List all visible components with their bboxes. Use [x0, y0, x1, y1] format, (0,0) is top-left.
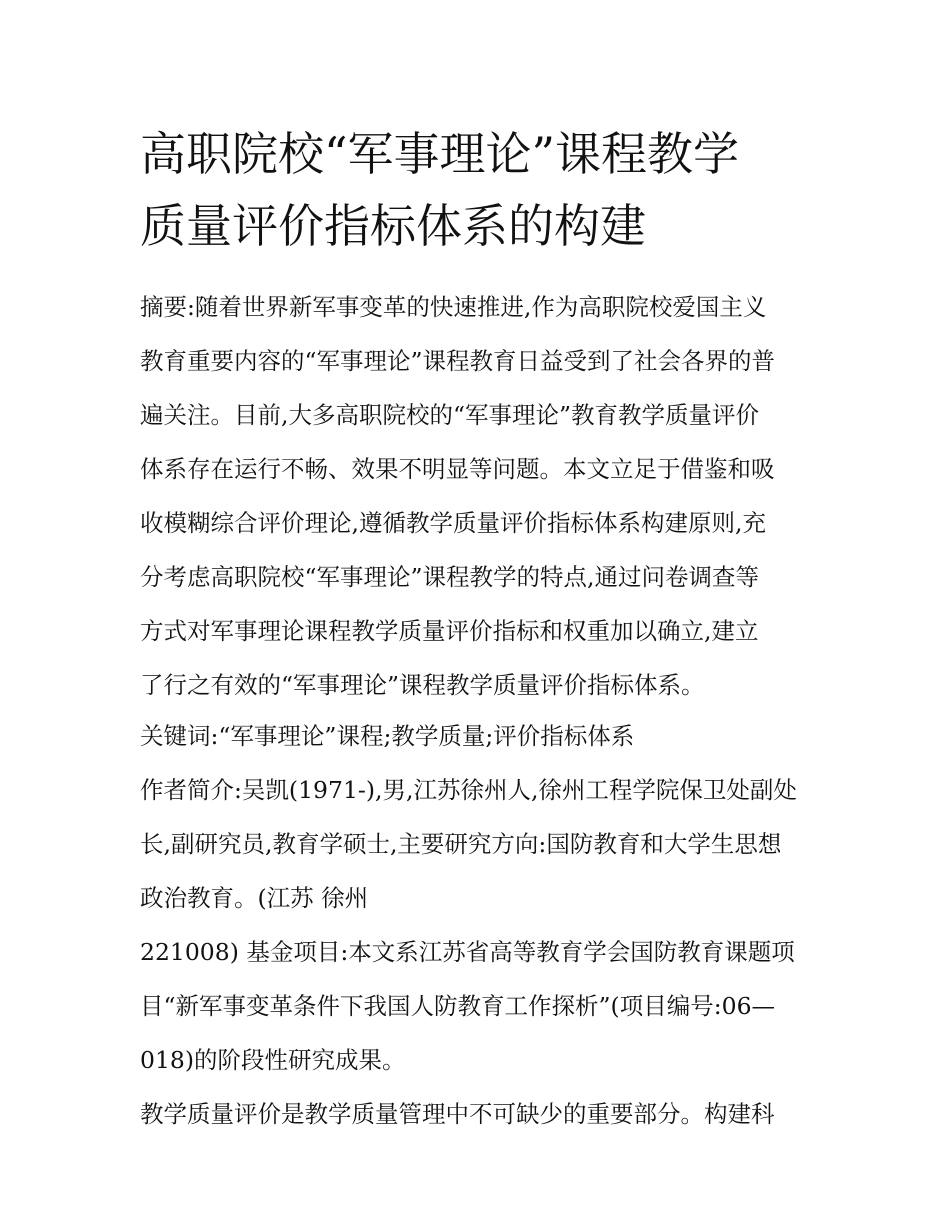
- abstract-line-2: 教育重要内容的“军事理论”课程教育日益受到了社会各界的普: [140, 347, 776, 375]
- abstract: [140, 288, 820, 705]
- document-page: [140, 118, 820, 1149]
- abstract-line-6: 分考虑高职院校“军事理论”课程教学的特点,通过问卷调查等: [140, 563, 759, 591]
- author-line-1: 作者简介:吴凯(1971-),男,江苏徐州人,徐州工程学院保卫处副处: [140, 776, 797, 804]
- abstract-line-4: 体系存在运行不畅、效果不明显等问题。本文立足于借鉴和吸: [140, 455, 775, 483]
- fund-line-3: 018)的阶段性研究成果。: [140, 1046, 406, 1074]
- author-line-2: 长,副研究员,教育学硕士,主要研究方向:国防教育和大学生思想: [140, 830, 782, 858]
- abstract-line-8: 了行之有效的“军事理论”课程教学质量评价指标体系。: [140, 671, 705, 699]
- fund-info: [140, 933, 820, 1080]
- keywords: [140, 717, 820, 756]
- keywords-line: 关键词:“军事理论”课程;教学质量;评价指标体系: [140, 722, 635, 750]
- title-line-1: 高职院校“军事理论”课程教学: [140, 127, 740, 181]
- author-line-3: 政治教育。(江苏 徐州: [140, 884, 369, 912]
- abstract-line-1: 摘要:随着世界新军事变革的快速推进,作为高职院校爱国主义: [140, 293, 767, 321]
- abstract-line-3: 遍关注。目前,大多高职院校的“军事理论”教育教学质量评价: [140, 401, 759, 429]
- abstract-line-5: 收模糊综合评价理论,遵循教学质量评价指标体系构建原则,充: [140, 509, 766, 537]
- author-bio: [140, 771, 820, 918]
- title-line-2: 质量评价指标体系的构建: [140, 199, 646, 253]
- document-title: [140, 118, 820, 262]
- fund-line-1: 221008) 基金项目:本文系江苏省高等教育学会国防教育课题项: [140, 938, 795, 966]
- fund-line-2: 目“新军事变革条件下我国人防教育工作探析”(项目编号:06—: [140, 992, 776, 1020]
- body-text: [140, 1095, 820, 1134]
- abstract-line-7: 方式对军事理论课程教学质量评价指标和权重加以确立,建立: [140, 617, 759, 645]
- body-line-1: 教学质量评价是教学质量管理中不可缺少的重要部分。构建科: [140, 1100, 775, 1128]
